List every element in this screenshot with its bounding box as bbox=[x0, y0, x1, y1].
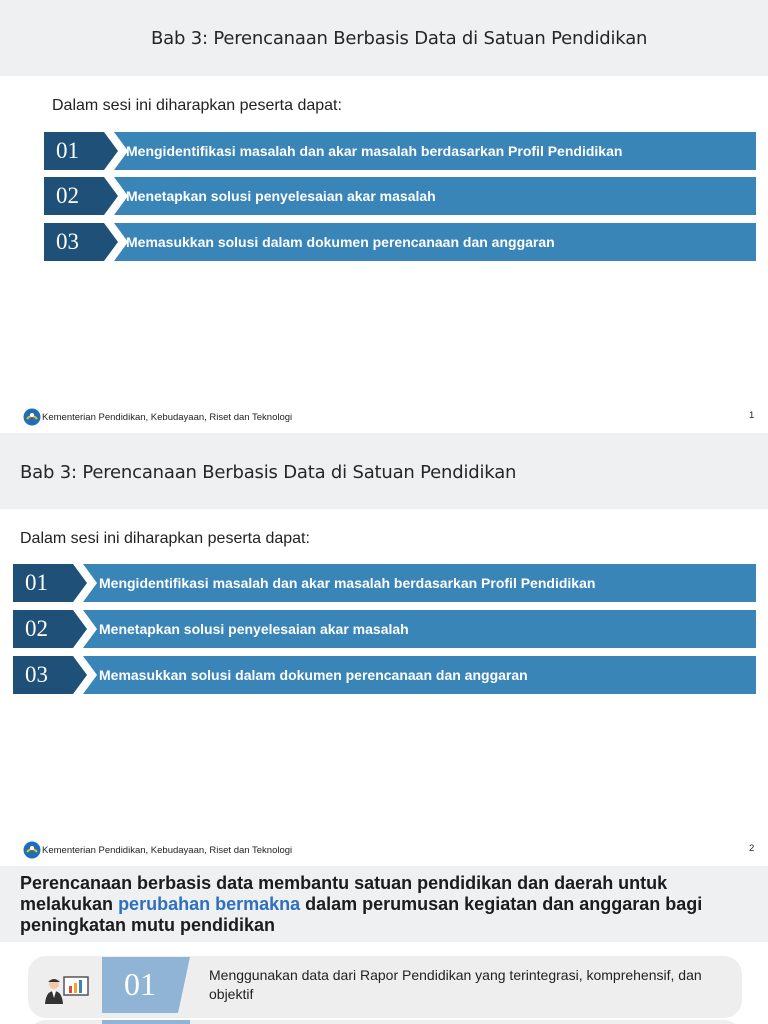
slide-2 bbox=[0, 433, 768, 866]
slide-2-objective-3 bbox=[13, 656, 756, 694]
card-text: Menggunakan data dari Rapor Pendidikan yang terintegrasi, komprehensif, dan objektif bbox=[209, 967, 702, 1002]
page-number: 1 bbox=[749, 410, 755, 421]
chevron-icon bbox=[88, 177, 128, 215]
objective-number: 01 bbox=[56, 138, 79, 163]
objective-label: Menetapkan solusi penyelesaian akar masalah bbox=[99, 621, 409, 637]
objective-number: 03 bbox=[25, 662, 48, 687]
slide-1-objective-3 bbox=[44, 223, 756, 261]
slide-1-objective-2 bbox=[44, 177, 756, 215]
objective-label: Memasukkan solusi dalam dokumen perencanaan dan anggaran bbox=[126, 234, 555, 250]
ministry-logo-icon bbox=[23, 841, 41, 859]
slide-1 bbox=[0, 0, 768, 433]
objective-number: 01 bbox=[25, 570, 48, 595]
objective-label: Mengidentifikasi masalah dan akar masalah berdasarkan Profil Pendidikan bbox=[99, 575, 596, 591]
slide-2-objective-1 bbox=[13, 564, 756, 602]
chevron-icon bbox=[57, 610, 97, 648]
slide-3-title: Perencanaan berbasis data membantu satuan pendidikan dan daerah untuk melakukan perubahan bermakna dalam perumusan kegiatan dan anggaran bagi peningkatan mutu pendidikan bbox=[20, 873, 703, 935]
highlight-text: perubahan bermakna bbox=[118, 894, 301, 914]
slide-1-intro: Dalam sesi ini diharapkan peserta dapat: bbox=[52, 97, 342, 114]
chevron-icon bbox=[57, 656, 97, 694]
objective-label: Menetapkan solusi penyelesaian akar masalah bbox=[126, 188, 436, 204]
objective-label: Mengidentifikasi masalah dan akar masalah berdasarkan Profil Pendidikan bbox=[126, 143, 623, 159]
objective-number: 02 bbox=[56, 183, 79, 208]
objective-number: 03 bbox=[56, 229, 79, 254]
objective-label: Memasukkan solusi dalam dokumen perencanaan dan anggaran bbox=[99, 667, 528, 683]
ministry-logo-icon bbox=[23, 408, 41, 426]
chevron-icon bbox=[88, 223, 128, 261]
slide-1-title: Bab 3: Perencanaan Berbasis Data di Satuan Pendidikan bbox=[151, 28, 648, 49]
chevron-icon bbox=[88, 132, 128, 170]
footer-ministry-name: Kementerian Pendidikan, Kebudayaan, Riset dan Teknologi bbox=[42, 845, 293, 856]
presenter-chart-icon bbox=[44, 974, 90, 1008]
slide-2-title: Bab 3: Perencanaan Berbasis Data di Satuan Pendidikan bbox=[20, 462, 517, 483]
slide-3 bbox=[0, 866, 768, 1024]
card-number-box-2 bbox=[102, 1020, 190, 1024]
slide-1-objective-1 bbox=[44, 132, 756, 170]
objective-number: 02 bbox=[25, 616, 48, 641]
footer-ministry-name: Kementerian Pendidikan, Kebudayaan, Riset dan Teknologi bbox=[42, 412, 293, 423]
page-number: 2 bbox=[749, 843, 755, 854]
slide-2-objective-2 bbox=[13, 610, 756, 648]
chevron-icon bbox=[57, 564, 97, 602]
slide-2-intro: Dalam sesi ini diharapkan peserta dapat: bbox=[20, 530, 310, 547]
card-number: 01 bbox=[124, 966, 156, 1002]
